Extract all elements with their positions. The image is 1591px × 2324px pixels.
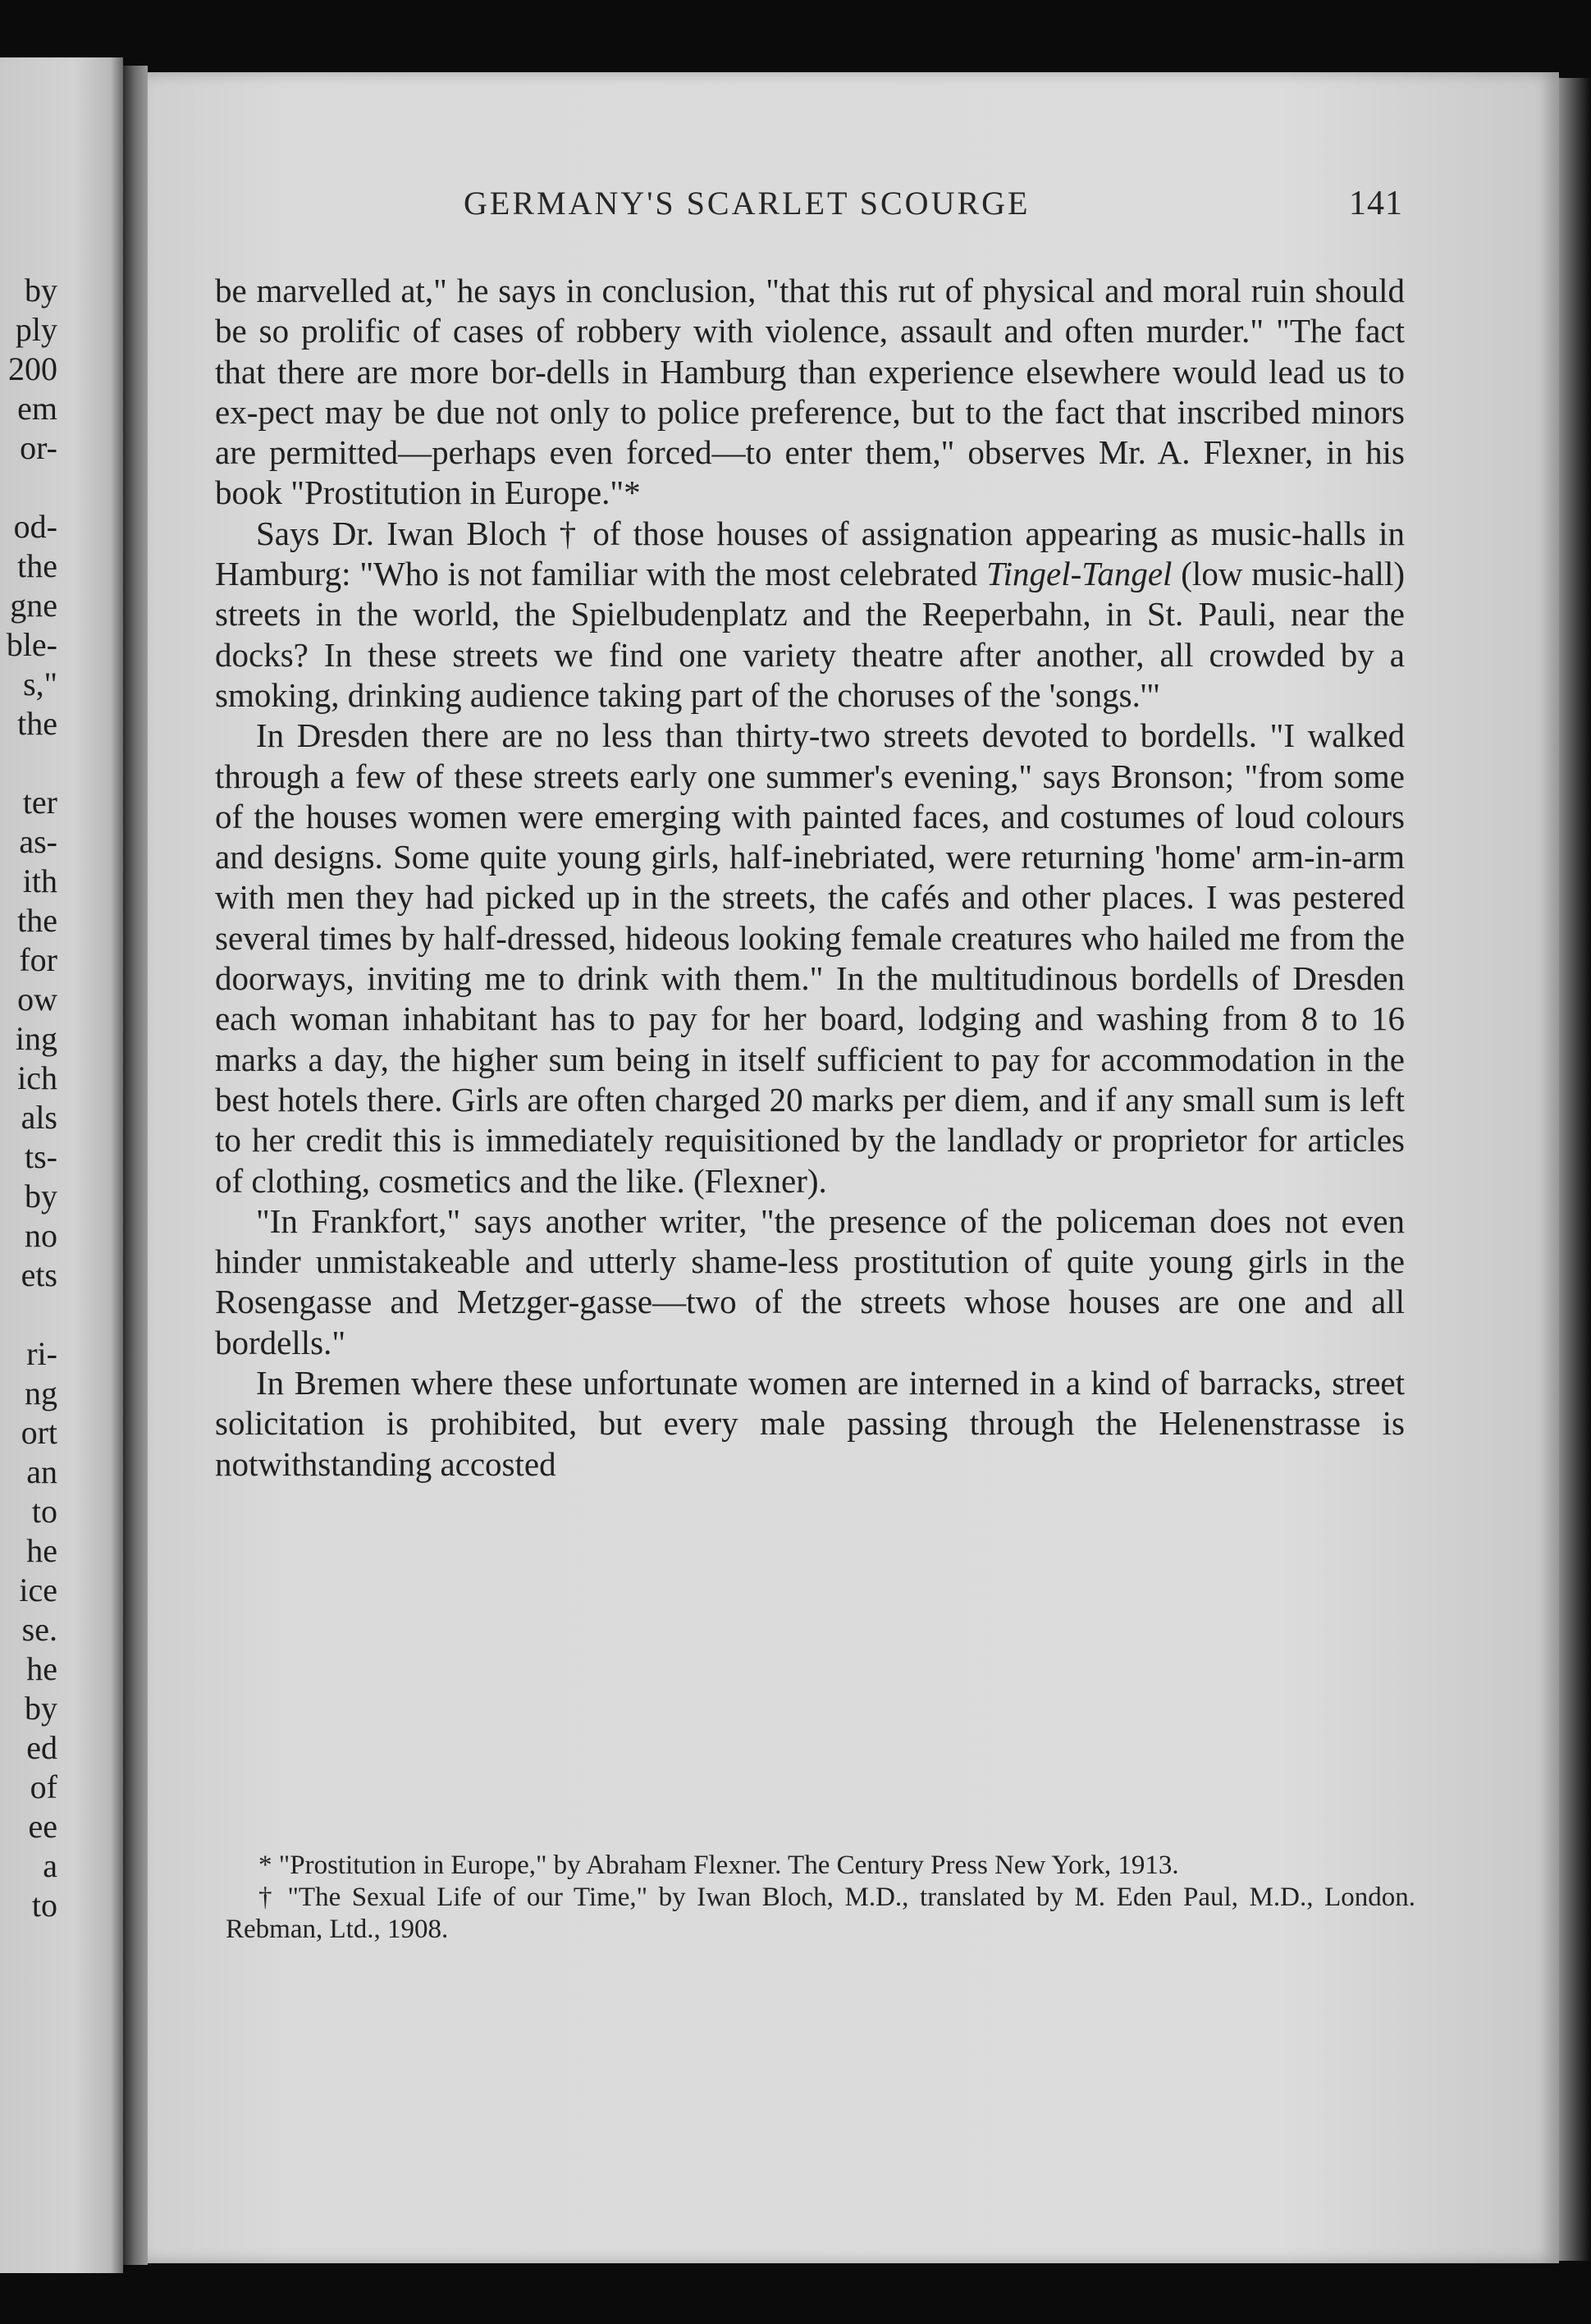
paragraph-5: In Bremen where these unfortunate women are interned in a kind of barracks, street solicitation is prohibited, but every male passing through the Helenenstrasse is notwithstanding accosted: [215, 1364, 1405, 1483]
facing-page-fragment: se.: [21, 1611, 57, 1648]
facing-page-fragment: as-: [19, 823, 57, 860]
page-number: 141: [1349, 185, 1403, 222]
facing-page-fragment: or-: [20, 429, 57, 466]
facing-page-fragment: ets: [21, 1256, 57, 1293]
paragraph-4: "In Frankfort," says another writer, "the presence of the policeman does not even hinder unmistakeable and utterly shame-less prostitution of quite young girls in the Rosengasse and Metzger-gasse—two of the streets whose houses are one and all bordells.": [215, 1201, 1405, 1361]
running-head-title: GERMANY'S SCARLET SCOURGE: [464, 185, 1031, 222]
facing-page-fragment: ed: [26, 1729, 57, 1766]
facing-page-fragment: ow: [17, 981, 57, 1018]
facing-page-fragment: no: [25, 1217, 57, 1254]
facing-page-fragment: ts-: [25, 1138, 57, 1175]
facing-page-fragment: by: [25, 272, 57, 309]
paragraph-1: be marvelled at," he says in conclusion, "that this rut of physical and moral ruin should be so prolific of cases of robbery with violence, assault and often murder." "The fact that there are more bor-dells in Hamburg than experience elsewhere would lead us to ex-pect may be due not only to police preference, but to the fact that inscribed minors are permitted—perhaps even forced—to enter them," observes Mr. A. Flexner, in his book "Prostitution in Europe."*: [215, 272, 1405, 512]
facing-page-fragment: s,": [23, 666, 57, 702]
facing-page-fragment: ter: [22, 784, 57, 821]
running-head: [312, 184, 1403, 228]
facing-page-text: [0, 271, 57, 1925]
facing-page-fragment: by: [25, 1178, 57, 1215]
facing-page-fragment: he: [26, 1532, 57, 1569]
paragraph-2-end: (low music-hall) streets in the world, the Spielbudenplatz and the Reeperbahn, in St. Pauli, near the docks? In these streets we find one variety theatre after another, all crowded by a smoking, drinking audience taking part of the choruses of the 'songs.'": [215, 555, 1405, 714]
facing-page-fragment: gne: [10, 587, 57, 624]
facing-page-fragment: ith: [22, 862, 57, 899]
facing-page-fragment: ply: [15, 311, 57, 348]
body-text: [215, 271, 1405, 1485]
facing-page-fragment: ing: [15, 1020, 57, 1057]
facing-page-fragment: ice: [19, 1571, 57, 1608]
facing-page-fragment: to: [31, 1493, 57, 1530]
facing-page-fragment: by: [25, 1690, 57, 1727]
paragraph-3: In Dresden there are no less than thirty-two streets devoted to bordells. "I walked through a few of these streets early one summer's evening," says Bronson; "from some of the houses women were emerging with painted faces, and costumes of loud colours and designs. Some quite young girls, half-inebriated, were returning 'home' arm-in-arm with men they had picked up in the streets, the cafés and other places. I was pestered several times by half-dressed, hideous looking female creatures who hailed me from the doorways, inviting me to drink with them." In the multitudinous bordells of Dresden each woman inhabitant has to pay for her board, lodging and washing from 8 to 16 marks a day, the higher sum being in itself sufficient to pay for accommodation in the best hotels there. Girls are often charged 20 marks per diem, and if any small sum is left to her credit this is immediately requisitioned by the landlady or proprietor for articles of clothing, cosmetics and the like. (Flexner).: [215, 716, 1405, 1200]
facing-page-fragment: em: [17, 390, 57, 427]
facing-page-fragment: to: [31, 1887, 57, 1924]
facing-page-fragment: [0, 468, 57, 507]
paragraph-2: [215, 514, 1405, 716]
footnote-1: * "Prostitution in Europe," by Abraham Flexner. The Century Press New York, 1913.: [258, 1851, 1179, 1880]
paragraph-2-italic-term: Tingel-Tangel: [986, 555, 1173, 593]
facing-page-fragment: ri-: [26, 1335, 57, 1372]
facing-page-fragment: the: [17, 705, 57, 742]
footnotes: [226, 1850, 1415, 1946]
facing-page-fragment: a: [43, 1847, 57, 1884]
facing-page-fragment: ng: [25, 1375, 57, 1411]
facing-page-fragment: ort: [21, 1414, 57, 1451]
facing-page-fragment: ee: [28, 1808, 57, 1845]
paragraph-2-start: Says Dr. Iwan Bloch † of those houses of assignation appearing as music-halls in Hamburg: "Who is not familiar with the most celebrated: [215, 514, 1405, 593]
facing-page-fragment: [0, 743, 57, 783]
facing-page-fragment: for: [19, 941, 57, 978]
facing-page-fragment: he: [26, 1650, 57, 1687]
facing-page-fragment: an: [26, 1453, 57, 1490]
facing-page-fragment: 200: [8, 350, 57, 387]
facing-page-fragment: od-: [13, 508, 57, 545]
facing-page-fragment: the: [17, 547, 57, 584]
page-edge-shadow: [1559, 78, 1591, 2261]
facing-page-fragment: als: [21, 1099, 57, 1136]
book-gutter: [123, 66, 148, 2265]
facing-page-fragment: of: [30, 1768, 57, 1805]
facing-page-fragment: [0, 1295, 57, 1334]
facing-page-fragment: the: [17, 902, 57, 939]
facing-page-fragment: ich: [17, 1059, 57, 1096]
footnote-2: † "The Sexual Life of our Time," by Iwan Bloch, M.D., translated by M. Eden Paul, M.D., London. Rebman, Ltd., 1908.: [226, 1883, 1415, 1944]
facing-page-fragment: ble-: [6, 626, 57, 663]
